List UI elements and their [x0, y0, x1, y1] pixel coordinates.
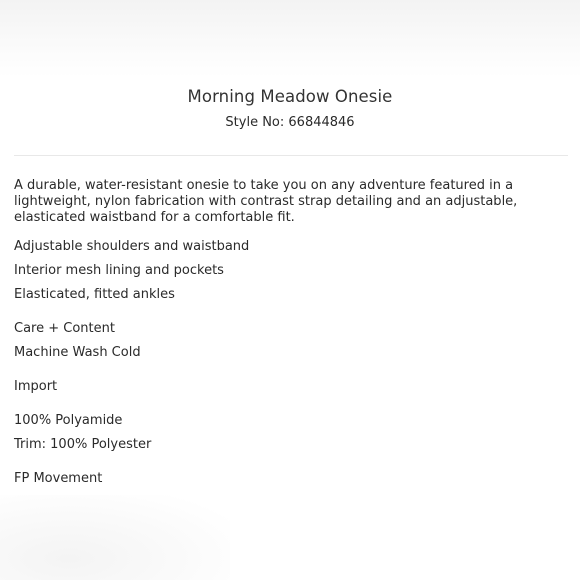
- product-header: [0, 86, 580, 132]
- top-photo-fade: [0, 0, 580, 78]
- section-divider: [14, 155, 568, 156]
- feature-item: Elasticated, fitted ankles: [14, 287, 175, 302]
- materials-section: [14, 409, 574, 457]
- care-wash-instruction: Machine Wash Cold: [14, 345, 141, 360]
- care-heading: Care + Content: [14, 321, 115, 336]
- brand-name: FP Movement: [14, 471, 103, 486]
- care-section: [14, 317, 574, 365]
- bottom-photo-fade: [0, 495, 230, 580]
- style-number: 66844846: [288, 115, 355, 130]
- material-item: Trim: 100% Polyester: [14, 437, 152, 452]
- feature-item: Interior mesh lining and pockets: [14, 263, 224, 278]
- product-description: A durable, water-resistant onesie to take you on any adventure featured in a lightweight, nylon fabrication with contrast strap detailing and an adjustable, elasticated waistband for a comfortable fit.: [14, 178, 518, 225]
- style-label: Style No:: [225, 115, 285, 130]
- product-details: [14, 178, 574, 491]
- material-item: 100% Polyamide: [14, 413, 123, 428]
- feature-item: Adjustable shoulders and waistband: [14, 239, 250, 254]
- feature-list: [14, 235, 574, 307]
- style-number-line: [0, 114, 580, 132]
- product-title: Morning Meadow Onesie: [187, 87, 393, 106]
- origin-text: Import: [14, 379, 58, 394]
